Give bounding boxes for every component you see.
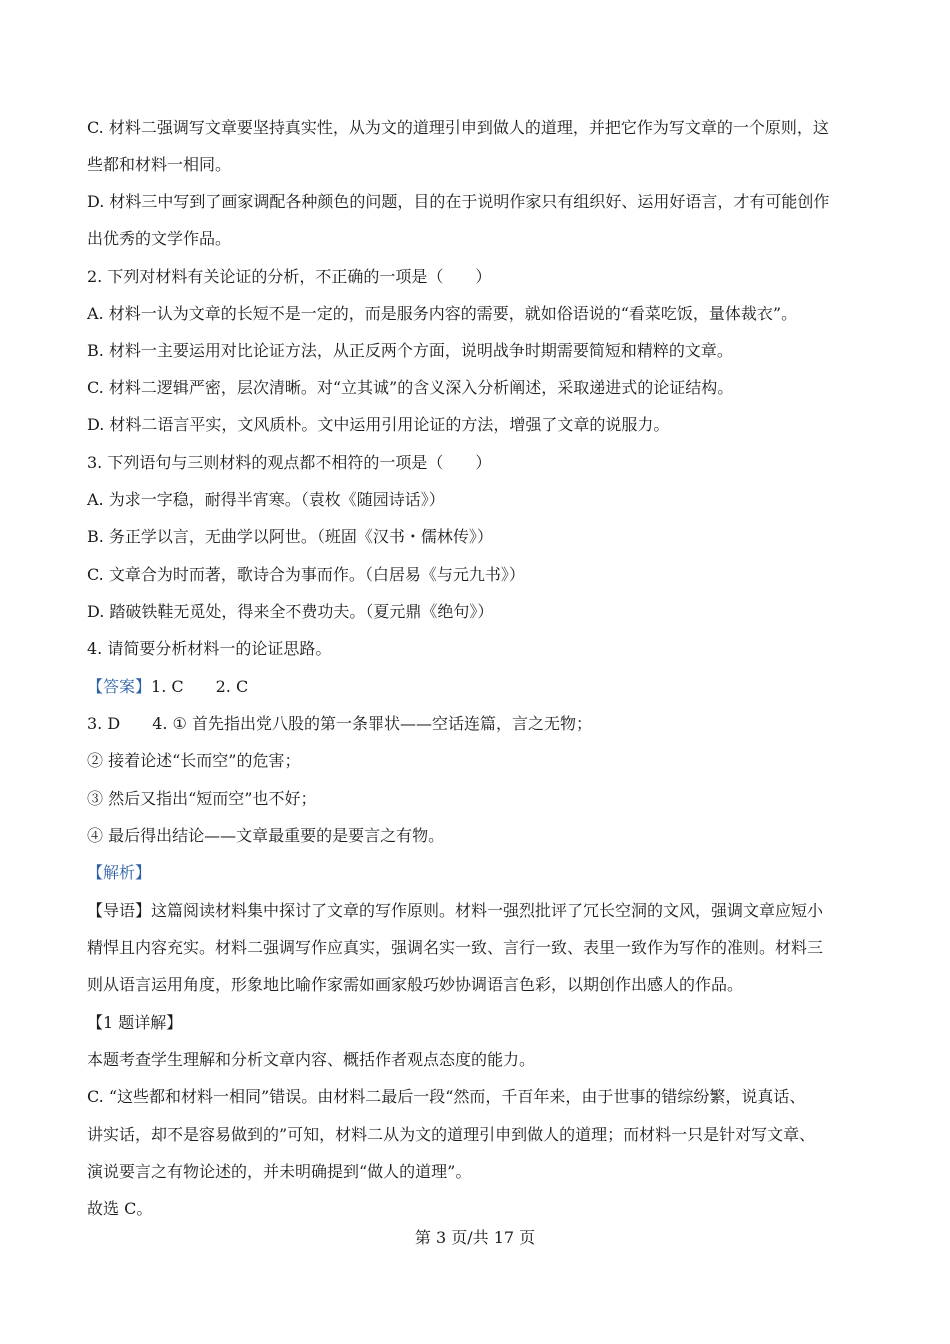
answer-4-point-2: ② 接着论述“长而空”的危害； [87,751,301,770]
question-4: 4. 请简要分析材料一的论证思路。 [87,639,332,658]
answer-tag: 【答案】 [87,677,152,696]
option-c-line-1: C. 材料二强调写文章要坚持真实性，从为文的道理引申到做人的道理，并把它作为写文章的一个原则，这 [87,118,829,137]
answer-2: 2. C [215,677,249,696]
q2-option-b: B. 材料一主要运用对比论证方法，从正反两个方面，说明战争时期需要简短和精粹的文章。 [87,341,733,360]
q2-option-c: C. 材料二逻辑严密，层次清晰。对“立其诚”的含义深入分析阐述，采取递进式的论证结构。 [87,378,734,397]
option-d-line-1: D. 材料三中写到了画家调配各种颜色的问题，目的在于说明作家只有组织好、运用好语言，才有可能创作 [87,192,830,211]
answer-4-point-3: ③ 然后又指出“短而空”也不好； [87,789,317,808]
lead-line-2: 精悍且内容充实。材料二强调写作应真实，强调名实一致、言行一致、表里一致作为写作的准则。材料三 [87,938,824,957]
q1-detail-line-1: 本题考查学生理解和分析文章内容、概括作者观点态度的能力。 [87,1050,536,1069]
q1-detail-line-3: 讲实话，却不是容易做到的”可知，材料二从为文的道理引申到做人的道理；而材料一只是针对写文章、 [87,1125,816,1144]
q2-option-d: D. 材料二语言平实，文风质朴。文中运用引用论证的方法，增强了文章的说服力。 [87,415,670,434]
question-3: 3. 下列语句与三则材料的观点都不相符的一项是（ ） [87,453,492,472]
answer-line [87,676,870,698]
q1-detail-title: 【1 题详解】 [87,1013,183,1032]
q3-option-d: D. 踏破铁鞋无觅处，得来全不费功夫。（夏元鼎《绝句》） [87,602,494,621]
q1-detail-line-2: C. “这些都和材料一相同”错误。由材料二最后一段“然而，千百年来，由于世事的错综纷繁，说真话、 [87,1087,806,1106]
answer-4: 4. ① 首先指出党八股的第一条罪状——空话连篇，言之无物； [152,714,592,733]
lead-line-3: 则从语言运用角度，形象地比喻作家需如画家般巧妙协调语言色彩，以期创作出感人的作品。 [87,975,744,994]
lead-line-1: 【导语】这篇阅读材料集中探讨了文章的写作原则。材料一强烈批评了冗长空洞的文风，强调文章应短小 [87,901,824,920]
q3-option-c: C. 文章合为时而著，歌诗合为事而作。（白居易《与元九书》） [87,565,525,584]
answer-1: 1. C [151,677,184,696]
option-c-line-2: 些都和材料一相同。 [87,155,232,174]
analysis-tag: 【解析】 [87,863,152,882]
q3-option-b: B. 务正学以言，无曲学以阿世。（班固《汉书・儒林传》） [87,527,493,546]
page-number-footer: 第 3 页/共 17 页 [414,1228,536,1247]
q1-conclusion: 故选 C。 [87,1199,153,1218]
option-d-line-2: 出优秀的文学作品。 [87,229,232,248]
answer-line-2 [87,713,870,735]
answer-4-point-4: ④ 最后得出结论——文章最重要的是要言之有物。 [87,826,445,845]
q3-option-a: A. 为求一字稳，耐得半宵寒。（袁枚《随园诗话》） [87,490,445,509]
q1-detail-line-4: 演说要言之有物论述的，并未明确提到“做人的道理”。 [87,1162,472,1181]
question-2: 2. 下列对材料有关论证的分析，不正确的一项是（ ） [87,267,492,286]
answer-3: 3. D [87,714,121,733]
q2-option-a: A. 材料一认为文章的长短不是一定的，而是服务内容的需要，就如俗语说的“看菜吃饭，量体裁衣”。 [87,304,798,323]
